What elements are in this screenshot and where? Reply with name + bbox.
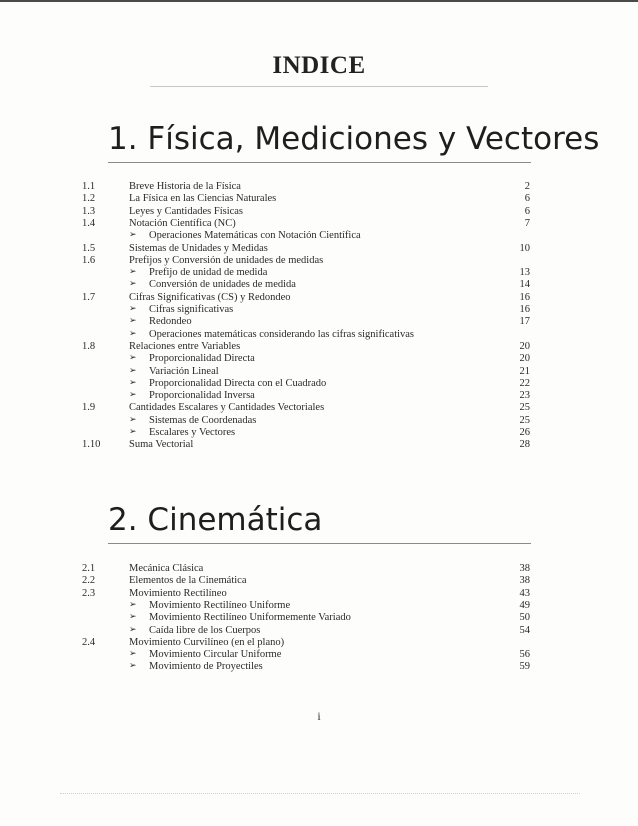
- toc-entry: [0, 587, 638, 600]
- toc-entry: [0, 254, 638, 267]
- chapter-2-heading: 2. Cinemática: [108, 502, 323, 538]
- toc-entry-label: Mecánica Clásica: [129, 563, 204, 574]
- toc-entry-label: Proporcionalidad Directa con el Cuadrado: [149, 377, 327, 389]
- scan-artifact: [60, 793, 580, 795]
- arrow-bullet-icon: ➢: [129, 279, 137, 290]
- toc-entry-number: 1.4: [82, 217, 96, 229]
- toc-entry: [0, 340, 638, 353]
- arrow-bullet-icon: ➢: [129, 427, 137, 437]
- toc-entry-number: 2.4: [82, 636, 96, 648]
- toc-entry-page: 49: [519, 599, 530, 611]
- toc-entry-label: Movimiento Rectilíneo Uniformemente Variado: [149, 612, 351, 624]
- toc-entry-label: Prefijo de unidad de medida: [149, 267, 268, 279]
- toc-entry-page: 14: [519, 279, 530, 291]
- toc-entry-page: 56: [519, 649, 530, 661]
- toc-entry: [0, 180, 638, 193]
- toc-entry: [0, 562, 638, 575]
- toc-entry-label: Sistemas de Coordenadas: [149, 414, 257, 426]
- toc-entry-label: Suma Vectorial: [129, 439, 194, 451]
- toc-entry: [0, 365, 638, 378]
- toc-entry-label: Operaciones Matemáticas con Notación Científica: [149, 230, 361, 242]
- chapter-2-rule: [108, 543, 531, 544]
- toc-entry-label: Conversión de unidades de medida: [149, 279, 296, 291]
- toc-entry-page: 6: [524, 205, 530, 217]
- toc-entry-number: 1.7: [82, 291, 96, 303]
- toc-entry-label: Proporcionalidad Directa: [149, 353, 255, 365]
- toc-entry-label: Operaciones matemáticas considerando las cifras significativas: [149, 328, 415, 340]
- arrow-bullet-icon: ➢: [129, 649, 137, 660]
- toc-entry-page: 16: [519, 304, 530, 315]
- toc-entry-number: 1.8: [82, 340, 96, 352]
- toc-entry-page: 22: [519, 377, 530, 389]
- toc-entry-page: 10: [519, 242, 530, 254]
- toc-entry-page: 43: [519, 587, 530, 599]
- toc-entry-page: 2: [524, 181, 530, 192]
- toc-entry-number: 1.2: [82, 193, 96, 205]
- toc-entry-number: 2.2: [82, 575, 96, 587]
- arrow-bullet-icon: ➢: [129, 612, 137, 623]
- toc-entry: [0, 660, 638, 673]
- toc-entry: [0, 192, 638, 205]
- toc-entry-label: Movimiento Curvilíneo (en el plano): [129, 636, 285, 648]
- arrow-bullet-icon: ➢: [129, 661, 137, 672]
- arrow-bullet-icon: ➢: [129, 624, 137, 635]
- toc-entry-label: Movimiento Rectilíneo: [129, 587, 227, 599]
- toc-entry-label: Notación Científica (NC): [129, 217, 236, 229]
- toc-entry-page: 50: [519, 612, 530, 624]
- toc-entry-label: Movimiento Circular Uniforme: [149, 649, 282, 661]
- toc-entry: [0, 401, 638, 414]
- toc-entry: [0, 389, 638, 402]
- toc-entry-number: 1.10: [82, 439, 101, 451]
- page-title: INDICE: [272, 52, 366, 79]
- arrow-bullet-icon: ➢: [129, 328, 137, 339]
- arrow-bullet-icon: ➢: [129, 390, 137, 401]
- toc-entry: [0, 414, 638, 427]
- toc-entry: [0, 328, 638, 341]
- toc-entry-label: Caída libre de los Cuerpos: [149, 624, 261, 636]
- toc-entry-label: Cantidades Escalares y Cantidades Vectoriales: [129, 402, 325, 414]
- toc-entry-page: 59: [519, 661, 530, 673]
- arrow-bullet-icon: ➢: [129, 365, 137, 376]
- toc-entry: [0, 217, 638, 230]
- toc-entry-label: Variación Lineal: [149, 365, 219, 377]
- arrow-bullet-icon: ➢: [129, 316, 137, 327]
- toc-entry-label: Sistemas de Unidades y Medidas: [129, 242, 268, 254]
- toc-entry-page: 17: [519, 316, 530, 328]
- arrow-bullet-icon: ➢: [129, 230, 137, 241]
- toc-entry: [0, 377, 638, 390]
- toc-entry: [0, 648, 638, 661]
- toc-entry: [0, 242, 638, 255]
- toc-entry-page: 20: [519, 353, 530, 365]
- arrow-bullet-icon: ➢: [129, 599, 137, 610]
- toc-entry: [0, 624, 638, 637]
- arrow-bullet-icon: ➢: [129, 353, 137, 364]
- toc-entry-label: Relaciones entre Variables: [129, 340, 241, 352]
- toc-entry: [0, 205, 638, 218]
- toc-entry-page: 23: [519, 390, 530, 402]
- toc-entry-label: Proporcionalidad Inversa: [149, 390, 255, 402]
- toc-entry-page: 38: [519, 563, 530, 574]
- toc-entry-label: La Física en las Ciencias Naturales: [129, 193, 277, 205]
- toc-entry-page: 26: [519, 427, 530, 438]
- toc-entry-label: Prefijos y Conversión de unidades de medidas: [129, 254, 324, 266]
- toc-entry: [0, 278, 638, 291]
- toc-entry-label: Movimiento de Proyectiles: [149, 661, 263, 673]
- toc-entry-page: 54: [519, 624, 530, 636]
- toc-entry-page: 25: [519, 402, 530, 414]
- toc-entry-page: 20: [519, 340, 530, 352]
- toc-entry-page: 13: [519, 267, 530, 279]
- toc-entry-page: 6: [524, 193, 530, 205]
- chapter-1-heading: 1. Física, Mediciones y Vectores: [108, 121, 600, 157]
- toc-entry-page: 16: [519, 291, 530, 303]
- arrow-bullet-icon: ➢: [129, 377, 137, 388]
- arrow-bullet-icon: ➢: [129, 304, 137, 314]
- toc-entry-page: 21: [519, 365, 530, 377]
- toc-entry-label: Escalares y Vectores: [149, 427, 236, 438]
- chapter-1-rule: [108, 162, 531, 163]
- toc-entry: [0, 636, 638, 649]
- toc-entry-number: 1.6: [82, 254, 96, 266]
- toc-entry-page: 25: [519, 414, 530, 426]
- toc-entry: [0, 574, 638, 587]
- toc-entry: [0, 426, 638, 439]
- toc-entry: [0, 438, 638, 451]
- toc-entry: [0, 599, 638, 612]
- toc-entry: [0, 315, 638, 328]
- toc-entry-label: Redondeo: [149, 316, 192, 328]
- toc-entry-number: 2.1: [82, 563, 96, 574]
- page-number: i: [317, 709, 321, 723]
- toc-entry-page: 38: [519, 575, 530, 587]
- toc-entry: [0, 352, 638, 365]
- arrow-bullet-icon: ➢: [129, 414, 137, 425]
- toc-entry-label: Elementos de la Cinemática: [129, 575, 247, 587]
- toc-entry-number: 1.3: [82, 205, 96, 217]
- toc-entry-number: 1.5: [82, 242, 96, 254]
- toc-entry-label: Breve Historia de la Física: [129, 181, 241, 192]
- toc-entry-number: 1.9: [82, 402, 96, 414]
- toc-entry-label: Cifras significativas: [149, 304, 234, 315]
- toc-entry: [0, 229, 638, 242]
- toc-entry: [0, 611, 638, 624]
- toc-entry-label: Movimiento Rectilíneo Uniforme: [149, 599, 291, 611]
- toc-entry-number: 1.1: [82, 181, 96, 192]
- title-rule: [150, 86, 488, 87]
- toc-entry: [0, 291, 638, 304]
- scan-edge: [0, 0, 638, 2]
- toc-entry-label: Cifras Significativas (CS) y Redondeo: [129, 291, 291, 303]
- toc-entry-page: 28: [519, 439, 530, 451]
- toc-entry: [0, 266, 638, 279]
- toc-entry-label: Leyes y Cantidades Físicas: [129, 205, 244, 217]
- arrow-bullet-icon: ➢: [129, 267, 137, 278]
- toc-entry-number: 2.3: [82, 587, 96, 599]
- toc-entry-page: 7: [524, 217, 530, 229]
- toc-entry: [0, 303, 638, 316]
